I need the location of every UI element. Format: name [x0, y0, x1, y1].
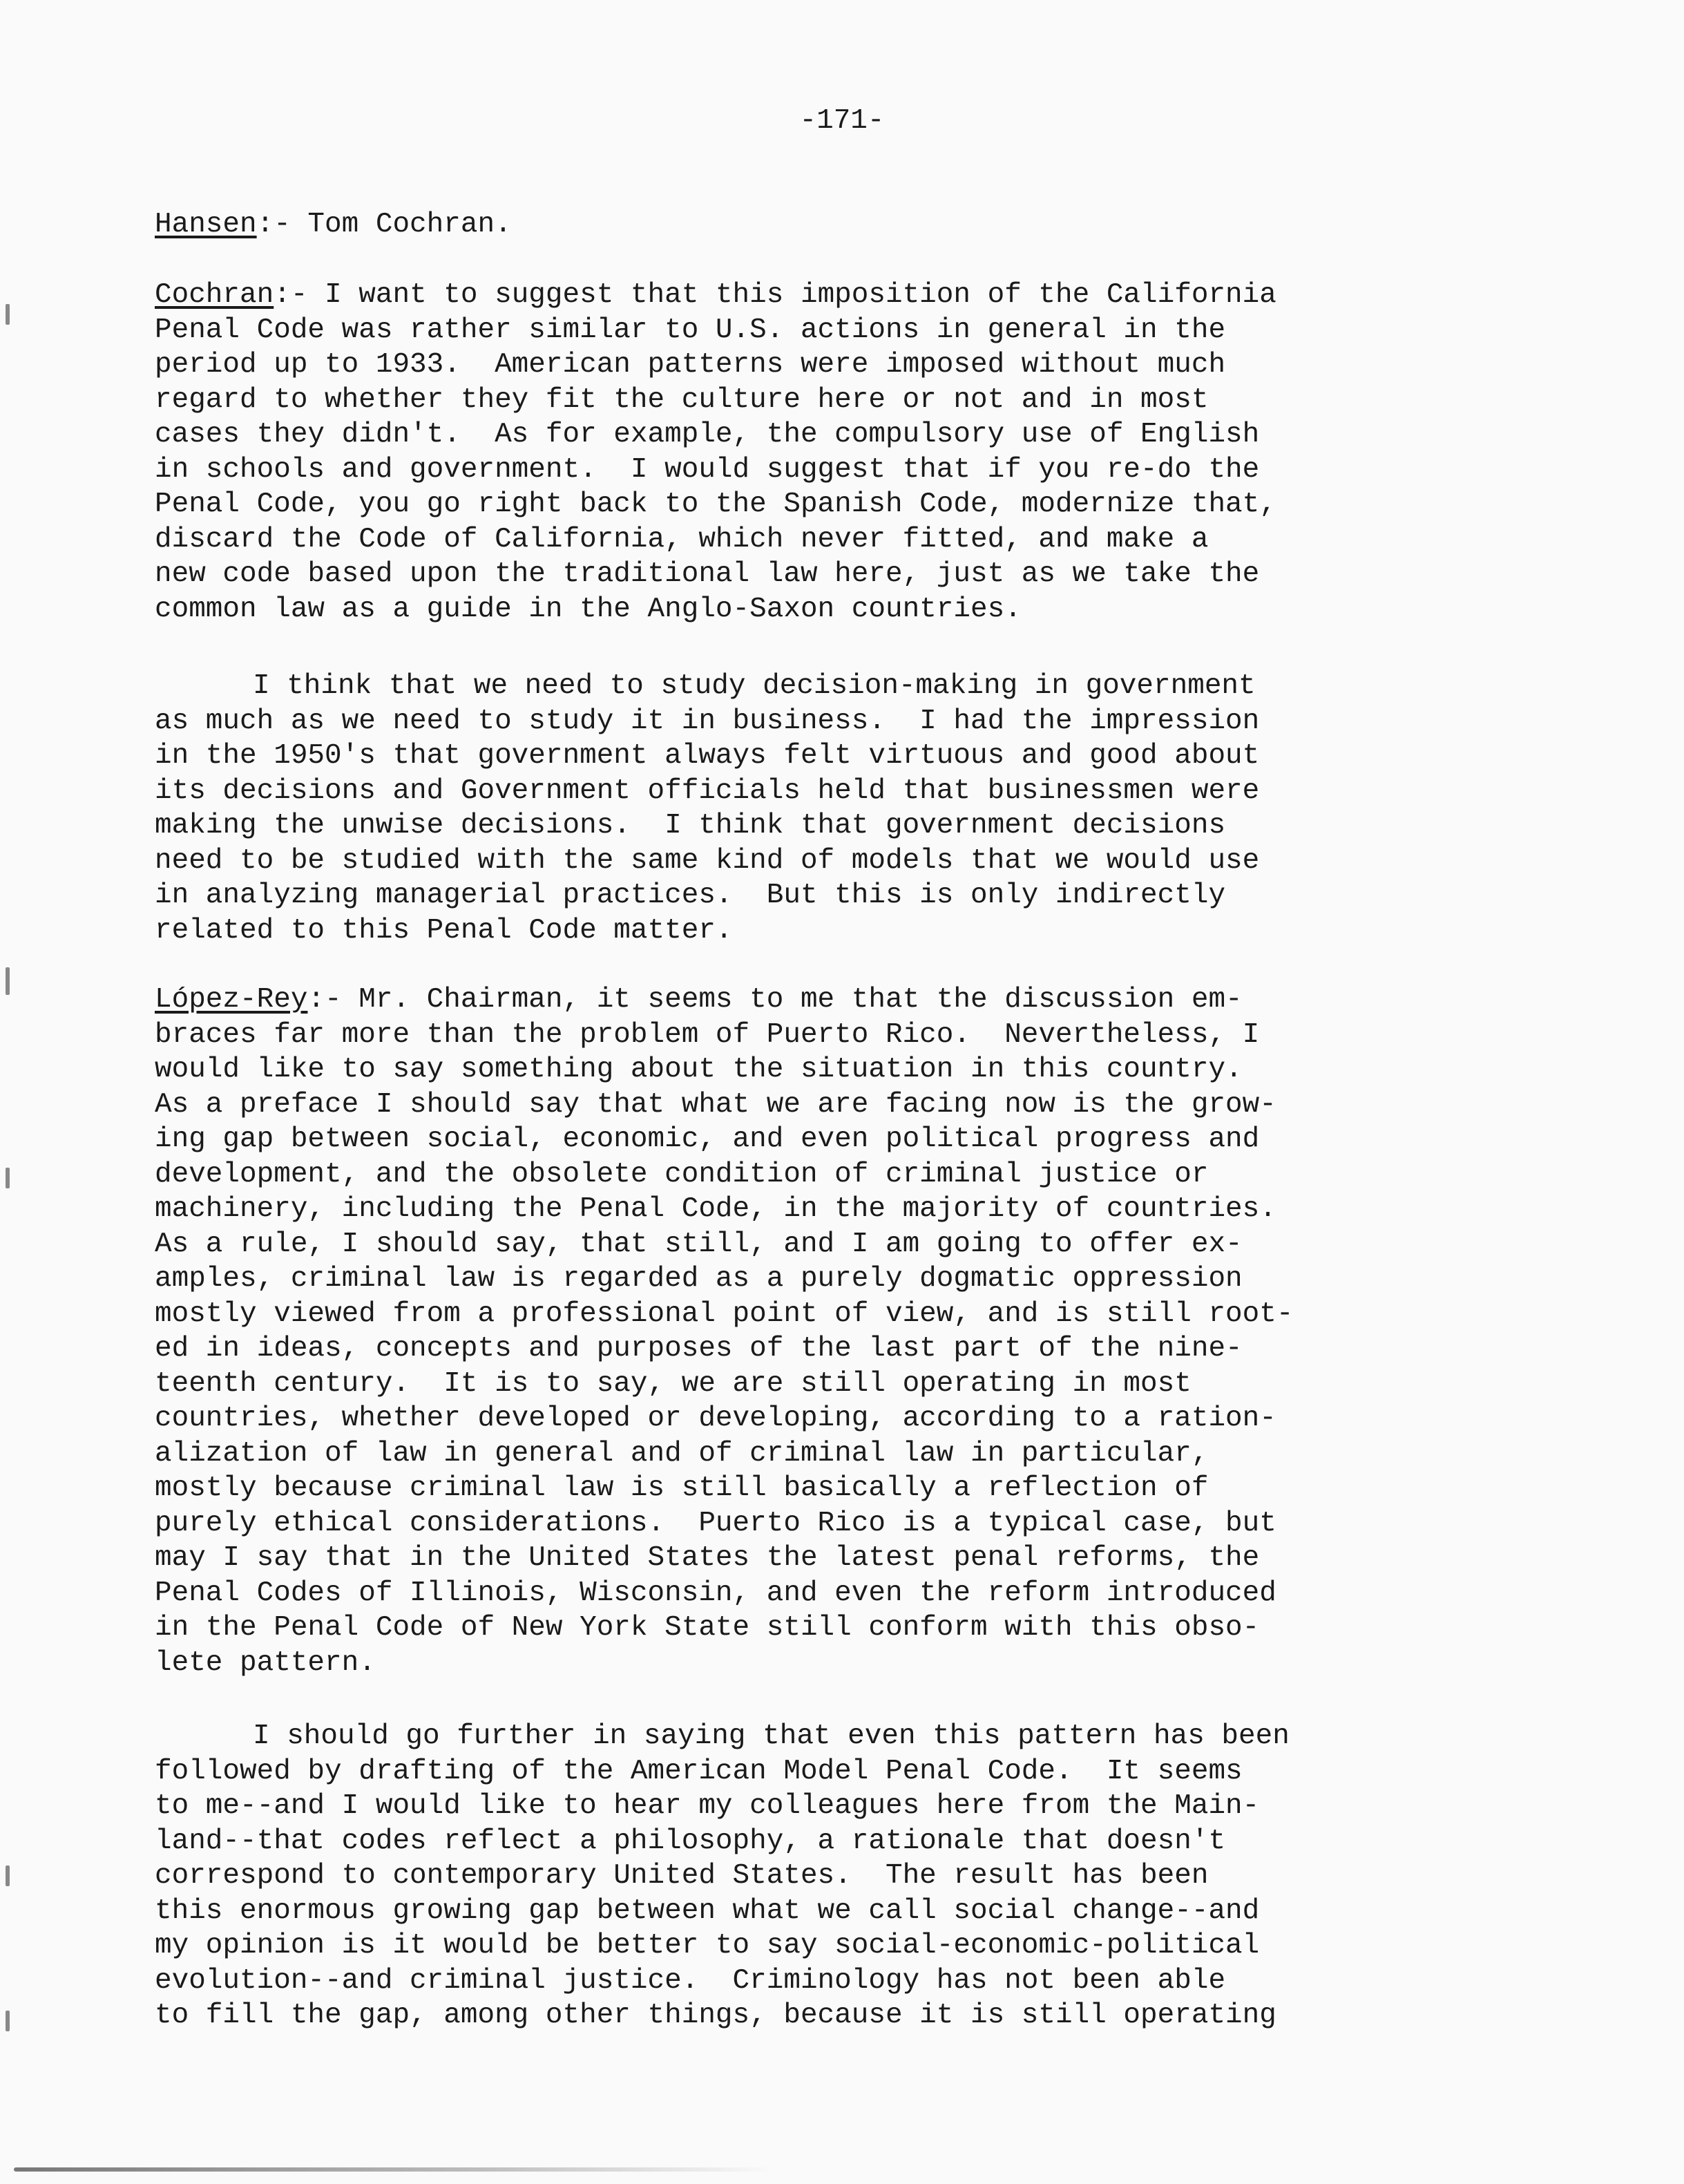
paragraph-line: amples, criminal law is regarded as a purely dogmatic oppression	[155, 1263, 1243, 1295]
paragraph-line: period up to 1933. American patterns were imposed without much	[155, 349, 1226, 381]
paragraph-cochran-continued	[155, 669, 1536, 948]
paragraph-line: ing gap between social, economic, and even political progress and	[155, 1123, 1260, 1155]
paragraph-line: alization of law in general and of criminal law in particular,	[155, 1437, 1209, 1470]
paragraph-line: cases they didn't. As for example, the compulsory use of English	[155, 419, 1260, 450]
paragraph-line: development, and the obsolete condition of criminal justice or	[155, 1158, 1209, 1190]
paragraph-line: may I say that in the United States the latest penal reforms, the	[155, 1542, 1260, 1574]
paragraph-line: mostly because criminal law is still basically a reflection of	[155, 1472, 1209, 1504]
scan-edge-mark	[6, 1865, 10, 1886]
page-number: -171-	[799, 105, 885, 137]
paragraph-line: making the unwise decisions. I think that government decisions	[155, 810, 1226, 842]
paragraph-line: this enormous growing gap between what we call social change--and	[155, 1895, 1260, 1927]
paragraph-line: would like to say something about the situation in this country.	[155, 1054, 1243, 1085]
speaker-name: Cochran	[155, 279, 274, 311]
paragraph-line: López-Rey:- Mr. Chairman, it seems to me that the discussion em-	[155, 984, 1243, 1016]
paragraph-line: in analyzing managerial practices. But this is only indirectly	[155, 880, 1226, 911]
paragraph-line: As a rule, I should say, that still, and I am going to offer ex-	[155, 1228, 1243, 1260]
paragraph-line: to me--and I would like to hear my colleagues here from the Main-	[155, 1790, 1260, 1822]
paragraph-cochran	[155, 278, 1536, 627]
paragraph-line: land--that codes reflect a philosophy, a rationale that doesn't	[155, 1825, 1226, 1857]
paragraph-lopez-rey	[155, 982, 1536, 1680]
paragraph-line: teenth century. It is to say, we are still operating in most	[155, 1367, 1192, 1400]
paragraph-line: purely ethical considerations. Puerto Rico is a typical case, but	[155, 1507, 1276, 1539]
paragraph-line: Penal Codes of Illinois, Wisconsin, and even the reform introduced	[155, 1577, 1276, 1609]
paragraph-hansen	[155, 207, 1536, 243]
paragraph-line: mostly viewed from a professional point of view, and is still root-	[155, 1298, 1294, 1330]
paragraph-line: Hansen:- Tom Cochran.	[155, 209, 512, 240]
paragraph-line: in the 1950's that government always felt virtuous and good about	[155, 740, 1260, 772]
paragraph-line: in schools and government. I would suggest that if you re-do the	[155, 453, 1260, 486]
paragraph-lopez-rey-continued	[155, 1719, 1536, 2033]
paragraph-line: common law as a guide in the Anglo-Saxon countries.	[155, 593, 1022, 625]
paragraph-line: machinery, including the Penal Code, in the majority of countries.	[155, 1193, 1276, 1225]
scan-edge-mark	[6, 2011, 10, 2031]
scan-edge-mark	[6, 967, 10, 995]
paragraph-line: Penal Code, you go right back to the Spanish Code, modernize that,	[155, 488, 1276, 520]
paragraph-line: regard to whether they fit the culture here or not and in most	[155, 383, 1209, 416]
paragraph-line: my opinion is it would be better to say social-economic-political	[155, 1930, 1260, 1962]
paragraph-line: discard the Code of California, which never fitted, and make a	[155, 523, 1209, 556]
paragraph-line: in the Penal Code of New York State still conform with this obso-	[155, 1612, 1260, 1644]
paragraph-line: As a preface I should say that what we are facing now is the grow-	[155, 1088, 1276, 1121]
paragraph-line: its decisions and Government officials held that businessmen were	[155, 775, 1260, 807]
paragraph-line: lete pattern.	[155, 1646, 376, 1679]
paragraph-line: as much as we need to study it in business. I had the impression	[155, 705, 1260, 737]
paragraph-line: related to this Penal Code matter.	[155, 914, 733, 947]
paragraph-line: evolution--and criminal justice. Criminology has not been able	[155, 1964, 1226, 1997]
scan-edge-mark	[6, 304, 10, 325]
paragraph-line: ed in ideas, concepts and purposes of the last part of the nine-	[155, 1333, 1243, 1365]
speaker-name: Hansen	[155, 209, 257, 240]
paragraph-line: countries, whether developed or developing, according to a ration-	[155, 1403, 1276, 1434]
paragraph-line: followed by drafting of the American Model Penal Code. It seems	[155, 1755, 1243, 1787]
paragraph-line: braces far more than the problem of Puerto Rico. Nevertheless, I	[155, 1018, 1260, 1051]
paragraph-line: correspond to contemporary United States. The result has been	[155, 1860, 1209, 1892]
paragraph-line: new code based upon the traditional law here, just as we take the	[155, 558, 1260, 590]
paragraph-line: need to be studied with the same kind of models that we would use	[155, 844, 1260, 877]
speaker-name: López-Rey	[155, 984, 308, 1016]
scan-edge-mark	[6, 1168, 10, 1188]
paragraph-line: I should go further in saying that even this pattern has been	[253, 1720, 1290, 1752]
paragraph-line: Penal Code was rather similar to U.S. actions in general in the	[155, 314, 1226, 346]
paragraph-line: Cochran:- I want to suggest that this imposition of the California	[155, 279, 1276, 311]
scan-bottom-smudge	[14, 2167, 774, 2172]
paragraph-line: I think that we need to study decision-making in government	[253, 670, 1256, 702]
paragraph-line: to fill the gap, among other things, because it is still operating	[155, 2000, 1276, 2031]
